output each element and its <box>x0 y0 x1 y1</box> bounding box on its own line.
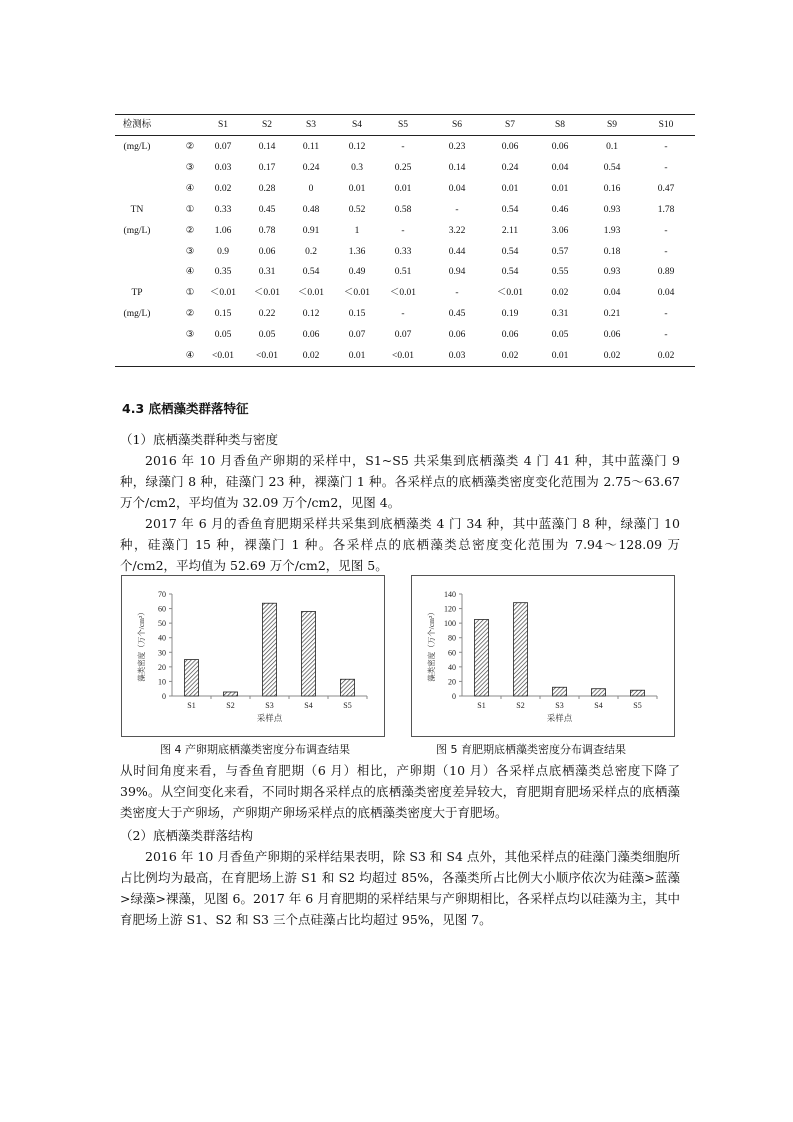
x-tick-label: S2 <box>226 701 235 710</box>
table-cell: 0.02 <box>302 351 320 361</box>
table-row <box>115 200 695 220</box>
table-row <box>115 325 695 345</box>
y-tick-label: 80 <box>448 633 456 643</box>
table-cell: 0.2 <box>305 246 317 257</box>
table-cell: 0.46 <box>551 204 569 215</box>
table-cell: 0.78 <box>258 225 276 236</box>
y-tick-label: 70 <box>158 590 166 599</box>
bar <box>591 689 605 696</box>
table-cell: 0.33 <box>394 246 412 257</box>
table-cell: 0.03 <box>214 162 232 173</box>
table-cell <box>112 179 162 199</box>
table-cell: 0.17 <box>258 162 276 173</box>
table-cell: ① <box>185 288 195 299</box>
table-cell: 0.44 <box>448 246 466 257</box>
table-cell: S10 <box>658 120 674 130</box>
table-cell: 0.02 <box>214 183 232 194</box>
table-cell: 1.93 <box>603 225 621 236</box>
table-cell: S5 <box>397 120 409 130</box>
table-cell: 0.22 <box>258 309 276 320</box>
x-tick-label: S3 <box>555 701 564 710</box>
paragraph-4-text: 2016 年 10 月香鱼产卵期的采样结果表明，除 S3 和 S4 点外，其他采样点的硅藻门藻类细胞所占比例均为最高，在育肥场上游 S1 和 S2 均超过 85%，各藻类所占比例大小顺序依次为硅藻>蓝藻>绿藻>裸藻，见图 6。2017 年 6 月育肥期的采样结果与产卵期相比，各采样点均以硅藻为主，其中育肥场上游 S1、S2 和 S3 三个点硅藻占比均超过 95%，见图 7。 <box>120 849 680 927</box>
table-header-rule <box>115 135 695 136</box>
y-tick-label: 30 <box>158 648 166 658</box>
table-cell: (mg/L) <box>123 142 151 152</box>
figure-5-caption: 图 5 育肥期底栖藻类密度分布调查结果 <box>436 743 626 756</box>
table-cell: 0.54 <box>603 162 621 173</box>
figure-4-caption: 图 4 产卵期底栖藻类密度分布调查结果 <box>160 743 350 756</box>
table-cell: 0.12 <box>302 309 320 320</box>
table-cell: 1 <box>354 225 360 236</box>
table-cell: (mg/L) <box>123 309 151 320</box>
table-cell: - <box>664 246 668 257</box>
y-tick-label: 40 <box>448 662 456 672</box>
table-cell: 0.16 <box>603 183 621 194</box>
table-cell: 3.06 <box>551 225 569 236</box>
table-cell: 0.01 <box>501 183 519 194</box>
table-cell: 0.14 <box>448 162 466 173</box>
table-cell: 3.22 <box>448 225 466 236</box>
y-tick-label: 120 <box>444 604 456 614</box>
table-cell: ＜0.01 <box>297 288 325 299</box>
table-cell: 2.11 <box>501 225 519 236</box>
table-row <box>115 221 695 241</box>
paragraph-4 <box>120 846 680 930</box>
table-cell: 0.24 <box>302 162 320 173</box>
table-cell: 0.06 <box>501 142 519 152</box>
x-tick-label: S5 <box>343 701 352 710</box>
table-cell <box>112 325 162 345</box>
table-cell: - <box>664 330 668 341</box>
table-cell: - <box>401 142 405 152</box>
table-cell: <0.01 <box>256 351 278 361</box>
table-cell: S1 <box>217 120 229 130</box>
bar <box>474 620 488 697</box>
paragraph-3 <box>120 760 680 823</box>
table-cell: 0.05 <box>258 330 276 341</box>
table-cell: 0.01 <box>394 183 412 194</box>
table-cell: 0.21 <box>603 309 621 320</box>
table-cell: <0.01 <box>392 351 414 361</box>
table-cell: 0.01 <box>551 183 569 194</box>
table-cell: 0.04 <box>657 288 675 299</box>
paragraph-3-text: 从时间角度来看，与香鱼育肥期（6 月）相比，产卵期（10 月）各采样点底栖藻类总密度下降了 39%。从空间变化来看，不同时期各采样点的底栖藻类密度差异较大，育肥期育肥场采样点的底栖藻类密度大于产卵场，产卵期产卵场采样点的底栖藻类密度大于育肥场。 <box>120 763 680 820</box>
table-cell: ③ <box>185 330 195 341</box>
table-cell: 0.01 <box>551 351 569 361</box>
table-cell: ④ <box>185 351 195 361</box>
table-cell: ③ <box>185 246 195 257</box>
table-cell: ② <box>185 142 195 152</box>
table-cell: 0.12 <box>348 142 366 152</box>
y-tick-label: 140 <box>444 590 456 599</box>
table-cell: 0.01 <box>348 351 366 361</box>
table-cell: ① <box>185 204 195 215</box>
table-cell: - <box>455 288 459 299</box>
x-tick-label: S2 <box>516 701 525 710</box>
table-cell: 0.25 <box>394 162 412 173</box>
table-cell: 0.47 <box>657 183 675 194</box>
table-row <box>115 242 695 262</box>
y-tick-label: 50 <box>158 619 166 629</box>
table-cell: 0.58 <box>394 204 412 215</box>
bar <box>340 679 354 696</box>
table-cell: 0.89 <box>657 267 675 278</box>
x-tick-label: S1 <box>187 701 196 710</box>
bar <box>184 660 198 696</box>
table-cell: S4 <box>351 120 363 130</box>
bar <box>223 692 237 696</box>
table-cell: 0.01 <box>348 183 366 194</box>
table-cell: 0.52 <box>348 204 366 215</box>
table-cell: 0.28 <box>258 183 276 194</box>
table-cell: S9 <box>606 120 618 130</box>
table-cell: 0.03 <box>448 351 466 361</box>
table-header-row <box>115 115 695 135</box>
x-tick-label: S1 <box>477 701 486 710</box>
table-cell: 1.06 <box>214 225 232 236</box>
table-cell: 0.45 <box>448 309 466 320</box>
bar <box>630 690 644 696</box>
table-cell: 0.93 <box>603 267 621 278</box>
table-cell: - <box>664 142 668 152</box>
y-tick-label: 20 <box>448 677 456 687</box>
table-cell: 0.05 <box>214 330 232 341</box>
table-cell: 0.91 <box>302 225 320 236</box>
table-cell: 0.06 <box>448 330 466 341</box>
table-cell: 0.31 <box>551 309 569 320</box>
bar <box>513 603 527 696</box>
table-cell: - <box>401 225 405 236</box>
table-cell: 0.19 <box>501 309 519 320</box>
subsection-title-2: （2）底栖藻类群落结构 <box>120 828 253 843</box>
table-cell: S2 <box>261 120 273 130</box>
table-cell: 0.04 <box>551 162 569 173</box>
table-cell: 1.78 <box>657 204 675 215</box>
table-cell: 0.04 <box>448 183 466 194</box>
table-cell: 1.36 <box>348 246 366 257</box>
table-cell: 0.54 <box>501 267 519 278</box>
table-cell: 检测标 <box>122 120 152 130</box>
y-tick-label: 100 <box>444 619 456 629</box>
table-cell: 0.3 <box>351 162 363 173</box>
table-cell: ② <box>185 225 195 236</box>
bar <box>552 687 566 696</box>
table-row <box>115 179 695 199</box>
table-cell: TN <box>130 204 144 215</box>
paragraph-1 <box>120 450 680 513</box>
table-cell: (mg/L) <box>123 225 151 236</box>
paragraph-2 <box>120 513 680 576</box>
table-row <box>115 137 695 157</box>
table-cell: 0.24 <box>501 162 519 173</box>
table-cell: 0.35 <box>214 267 232 278</box>
x-tick-label: S4 <box>594 701 603 710</box>
table-cell: 0.04 <box>603 288 621 299</box>
x-tick-label: S4 <box>304 701 313 710</box>
table-row <box>115 158 695 178</box>
table-cell: 0.02 <box>603 351 621 361</box>
table-cell: 0.1 <box>606 142 618 152</box>
y-tick-label: 60 <box>158 604 166 614</box>
table-cell: ② <box>185 309 195 320</box>
table-cell: 0.45 <box>258 204 276 215</box>
table-cell: 0 <box>308 183 314 194</box>
figure-5-frame <box>411 575 675 737</box>
table-cell: 0.06 <box>603 330 621 341</box>
table-cell: 0.06 <box>258 246 276 257</box>
y-tick-label: 0 <box>452 692 456 701</box>
table-row <box>115 346 695 366</box>
table-cell <box>112 158 162 178</box>
table-bottom-rule <box>115 366 695 367</box>
table-cell: ＜0.01 <box>209 288 237 299</box>
table-cell: ＜0.01 <box>253 288 281 299</box>
table-cell: ＜0.01 <box>496 288 524 299</box>
section-heading: 4.3 底栖藻类群落特征 <box>122 401 249 416</box>
table-cell: - <box>401 309 405 320</box>
table-cell: 0.33 <box>214 204 232 215</box>
table-cell: 0.07 <box>214 142 232 152</box>
table-cell: 0.23 <box>448 142 466 152</box>
table-cell: 0.9 <box>217 246 229 257</box>
table-cell: 0.51 <box>394 267 412 278</box>
table-cell: ④ <box>185 183 195 194</box>
y-axis-title: 藻类密度（万个/cm²） <box>137 608 146 682</box>
table-cell: 0.54 <box>501 246 519 257</box>
y-tick-label: 10 <box>158 677 166 687</box>
table-cell: 0.02 <box>657 351 675 361</box>
table-cell <box>112 346 162 366</box>
table-cell: 0.06 <box>302 330 320 341</box>
table-cell <box>112 262 162 282</box>
y-tick-label: 0 <box>162 692 166 701</box>
y-axis-title: 藻类密度（万个/cm²） <box>427 608 436 682</box>
subsection-title-1: （1）底栖藻类群种类与密度 <box>120 432 278 447</box>
table-cell: 0.54 <box>501 204 519 215</box>
table-cell: 0.02 <box>551 288 569 299</box>
table-cell: 0.93 <box>603 204 621 215</box>
table-cell: ＜0.01 <box>343 288 371 299</box>
x-tick-label: S3 <box>265 701 274 710</box>
table-cell: 0.57 <box>551 246 569 257</box>
table-row <box>115 262 695 282</box>
table-cell: 0.54 <box>302 267 320 278</box>
table-cell: - <box>664 309 668 320</box>
y-tick-label: 20 <box>158 662 166 672</box>
table-cell: S3 <box>305 120 317 130</box>
table-cell: 0.14 <box>258 142 276 152</box>
table-cell: 0.15 <box>214 309 232 320</box>
table-cell: 0.02 <box>501 351 519 361</box>
table-cell: 0.55 <box>551 267 569 278</box>
paragraph-1-text: 2016 年 10 月香鱼产卵期的采样中，S1~S5 共采集到底栖藻类 4 门 41 种，其中蓝藻门 9 种，绿藻门 8 种，硅藻门 23 种，裸藻门 1 种。各采样点的底栖藻类密度变化范围为 2.75～63.67 万个/cm2，平均值为 32.09 万个/cm2，见图 4。 <box>120 453 680 510</box>
table-cell: S6 <box>451 120 463 130</box>
table-cell: 0.06 <box>501 330 519 341</box>
table-cell: ＜0.01 <box>389 288 417 299</box>
table-cell: 0.48 <box>302 204 320 215</box>
table-row <box>115 304 695 324</box>
table-cell: 0.18 <box>603 246 621 257</box>
bar <box>301 611 315 696</box>
table-cell: 0.06 <box>551 142 569 152</box>
x-axis-title: 采样点 <box>546 713 573 723</box>
table-cell: - <box>455 204 459 215</box>
table-cell: ③ <box>185 162 195 173</box>
table-row <box>115 283 695 303</box>
table-cell: TP <box>131 288 143 299</box>
table-cell: 0.07 <box>348 330 366 341</box>
table-cell: - <box>664 225 668 236</box>
x-axis-title: 采样点 <box>256 713 283 723</box>
figure-4-frame <box>121 575 385 737</box>
table-cell: S7 <box>504 120 516 130</box>
table-cell: S8 <box>554 120 566 130</box>
y-tick-label: 60 <box>448 648 456 658</box>
figure-4-chart <box>122 576 384 736</box>
x-tick-label: S5 <box>633 701 642 710</box>
table-cell <box>112 242 162 262</box>
table-cell: ④ <box>185 267 195 278</box>
table-cell: 0.11 <box>302 142 320 152</box>
table-cell: 0.05 <box>551 330 569 341</box>
paragraph-2-text: 2017 年 6 月的香鱼育肥期采样共采集到底栖藻类 4 门 34 种，其中蓝藻门 8 种，绿藻门 10 种，硅藻门 15 种，裸藻门 1 种。各采样点的底栖藻类总密度变化范围为 7.94～128.09 万个/cm2，平均值为 52.69 万个/cm2，见图 5。 <box>120 516 680 573</box>
table-cell: - <box>664 162 668 173</box>
table-cell: 0.07 <box>394 330 412 341</box>
table-cell: 0.49 <box>348 267 366 278</box>
y-tick-label: 40 <box>158 633 166 643</box>
table-cell: <0.01 <box>212 351 234 361</box>
figure-5-chart <box>412 576 674 736</box>
bar <box>262 603 276 696</box>
table-cell: 0.15 <box>348 309 366 320</box>
table-cell: 0.31 <box>258 267 276 278</box>
table-cell: 0.94 <box>448 267 466 278</box>
